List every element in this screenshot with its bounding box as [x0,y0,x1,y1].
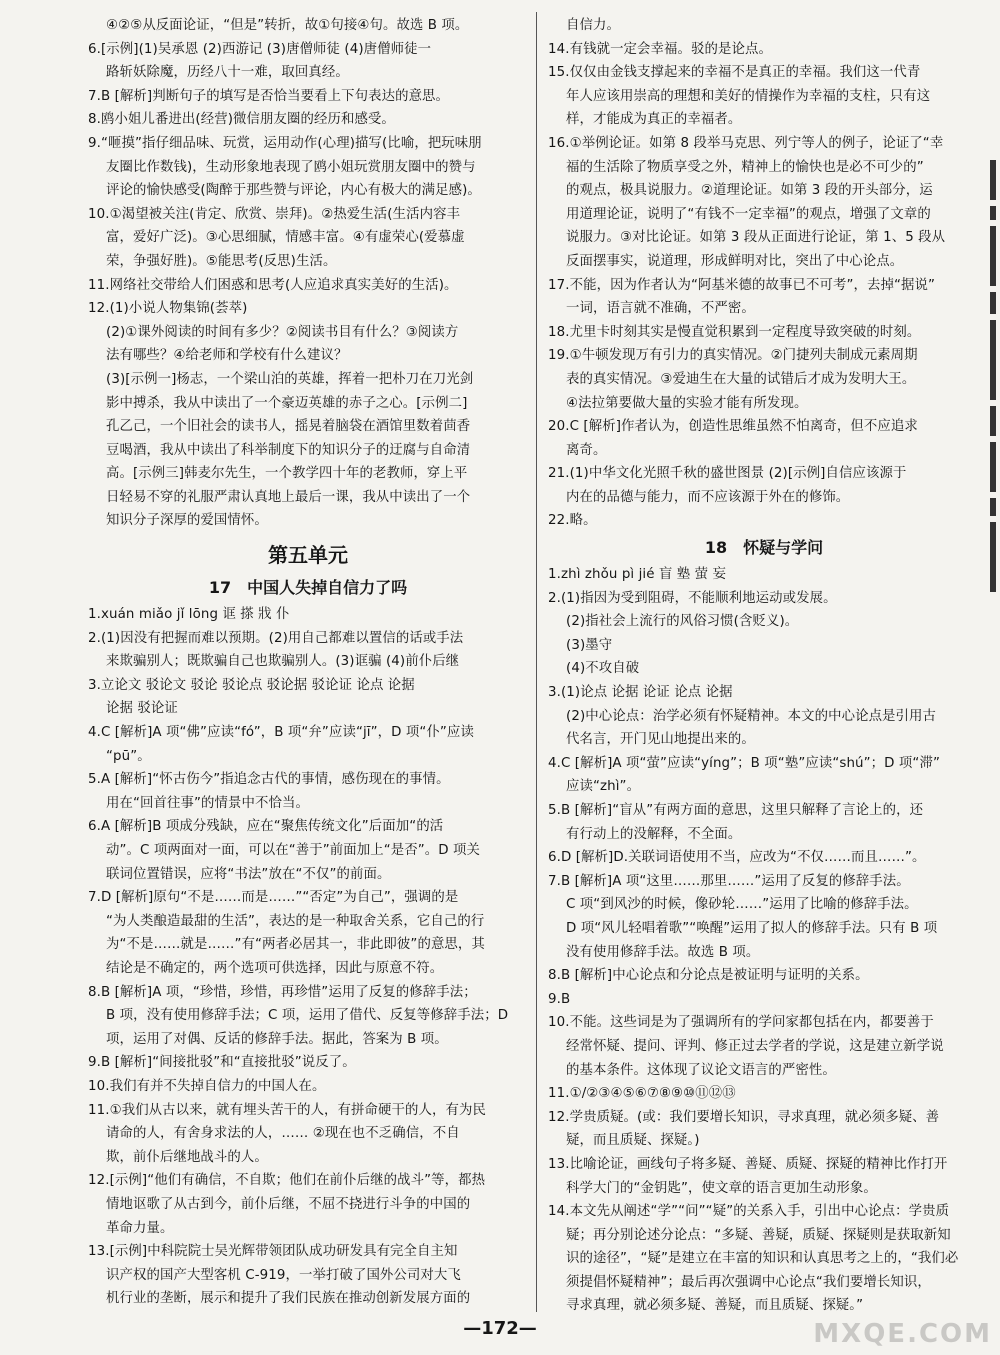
answer-line: 情地讴歌了从古到今，前仆后继，不屈不挠进行斗争的中国的 [106,1196,471,1212]
answer-line: ④法拉第要做大量的实验才能有所发现。 [566,395,808,411]
answer-line: 17.不能，因为作者认为“阿基米德的故事已不可考”，去掉“据说” [548,277,936,293]
answer-line: 7.D [解析]原句“不是……而是……”“否定”为自己”，强调的是 [88,890,459,906]
answer-line: 识的途径”，“疑”是建立在丰富的知识和认真思考之上的，“我们必 [566,1251,959,1267]
answer-line: (4)不攻自破 [566,661,640,677]
answer-line: 福的生活除了物质享受之外，精神上的愉快也是必不可少的” [566,159,924,175]
answer-line: 12.[示例]“他们有确信，不自欺；他们在前仆后继的战斗”等，都热 [88,1173,486,1189]
answer-line: B 项，没有使用修辞手法；C 项，运用了借代、反复等修辞手法；D [106,1008,509,1024]
answer-line: 12.学贵质疑。(或：我们要增长知识，寻求真理，就必须多疑、善 [548,1109,940,1125]
answer-line: 样，才能成为真正的幸福者。 [566,112,742,128]
answer-line: (2)①课外阅读的时间有多少？②阅读书目有什么？③阅读方 [106,324,459,340]
answer-line: 4.C [解析]A 项“萤”应读“yíng”；B 项“塾”应读“shú”；D 项“滞” [548,755,940,771]
answer-line: 反面摆事实，说道理，形成鲜明对比，突出了中心论点。 [566,253,904,269]
answer-line: C 项“到风沙的时候，像砂轮……”运用了比喻的修辞手法。 [566,897,918,913]
answer-line: 8.B [解析]A 项，“珍惜，珍惜，再珍惜”运用了反复的修辞手法； [88,984,477,1000]
answer-line: (3)墨守 [566,637,613,653]
answer-line: 动”。C 项两面对一面，可以在“善于”前面加上“是否”。D 项关 [106,843,481,858]
answer-line: 的基本条件。这体现了议论文语言的严密性。 [566,1062,836,1078]
answer-line: 一词，语言就不准确，不严密。 [566,301,755,317]
answer-line: 知识分子深厚的爱国情怀。 [106,513,268,529]
answer-line: 9.B [548,991,571,1007]
answer-line: 结论是不确定的，两个选项可供选择，因此与原意不符。 [106,960,444,976]
answer-line: 为“不是……就是……”有“两者必居其一，非此即彼”的意思，其 [106,937,485,953]
answer-line: 友圈比作数钱)，生动形象地表现了鸥小姐玩赏朋友圈中的赞与 [106,159,476,175]
answer-line: (2)中心论点：治学必须有怀疑精神。本文的中心论点是引用古 [566,708,937,724]
answer-line: 须提倡怀疑精神”；最后再次强调中心论点“我们要增长知识， [566,1274,931,1290]
answer-line: 表的真实情况。③爱迪生在大量的试错后才成为发明大王。 [566,371,916,387]
answer-line: 请命的人，有舍身求法的人，…… ②现在也不乏确信，不自 [106,1126,460,1142]
answer-line: 机行业的垄断，展示和提升了我们民族在推动创新发展方面的 [106,1291,471,1307]
right-column [548,14,980,1318]
answer-line: 19.①牛顿发现万有引力的真实情况。②门捷列夫制成元素周期 [548,348,918,364]
answer-line: 的观点，极具说服力。②道理论证。如第 3 段的开头部分，运 [566,183,933,199]
answer-line: 应读“zhì”。 [566,779,641,795]
answer-line: 日轻易不穿的礼服严肃认真地上最后一课，我从中读出了一个 [106,489,471,505]
page-edge-marks [984,160,1000,1060]
answer-line: 自信力。 [566,18,620,33]
answer-line: 欺，前仆后继地战斗的人。 [106,1149,268,1165]
lesson-heading: 17 中国人失掉自信力了吗 [208,578,408,598]
answer-line: 年人应该用崇高的理想和美好的情操作为幸福的支柱，只有这 [566,88,931,104]
answer-line: 10.①渴望被关注(肯定、欣赏、崇拜)。②热爱生活(生活内容丰 [88,206,461,222]
answer-line: 1.xuán miǎo jǐ lōng 诓 搽 戕 仆 [88,607,290,623]
column-divider [536,12,537,1312]
answer-line: 18.尤里卡时刻其实是慢直觉积累到一定程度导致突破的时刻。 [548,324,921,340]
page-number: —172— [463,1318,537,1339]
answer-line: 路斩妖除魔，历经八十一难，取回真经。 [106,65,349,81]
answer-line: 2.(1)指因为受到阻碍，不能顺利地运动或发展。 [548,590,837,606]
answer-line: 8.B [解析]中心论点和分论点是被证明与证明的关系。 [548,968,869,984]
answer-line: 评论的愉快感受(陶醉于那些赞与评论，内心有极大的满足感)。 [106,183,481,199]
answer-line: 寻求真理，就必须多疑、善疑，而且质疑、探疑。” [566,1298,864,1314]
answer-line: 没有使用修辞手法。故选 B 项。 [566,944,760,960]
answer-line: 10.我们有并不失掉自信力的中国人在。 [88,1078,326,1094]
answer-line: 5.B [解析]“盲从”有两方面的意思，这里只解释了言论上的，还 [548,803,924,818]
answer-line: 9.B [解析]“间接批驳”和“直接批驳”说反了。 [88,1055,356,1071]
answer-line: 3.立论文 驳论文 驳论 驳论点 驳论据 驳论证 论点 论据 [88,677,415,693]
answer-line: 13.[示例]中科院院士吴光辉带领团队成功研发具有完全自主知 [88,1244,458,1260]
answer-line: 12.(1)小说人物集锦(荟萃) [88,301,248,317]
answer-line: 说服力。③对比论证。如第 3 段从正面进行论证，第 1、5 段从 [566,230,946,246]
answer-line: 疑，而且质疑、探疑。) [566,1133,700,1149]
answer-line: 用道理论证，说明了“有钱不一定幸福”的观点，增强了文章的 [566,206,931,222]
answer-line: 8.鸥小姐儿番进出(经营)微信朋友圈的经历和感受。 [88,112,395,128]
answer-line: 13.比喻论证，画线句子将多疑、善疑、质疑、探疑的精神比作打开 [548,1156,948,1172]
answer-line: 6.A [解析]B 项成分残缺，应在“聚焦传统文化”后面加“的活 [88,819,444,835]
answer-line: 7.B [解析]判断句子的填写是否恰当要看上下句表达的意思。 [88,88,450,104]
answer-line: 6.D [解析]D.关联词语使用不当，应改为“不仅……而且……”。 [548,850,926,866]
answer-line: 来欺骗别人；既欺骗自己也欺骗别人。(3)诓骗 (4)前仆后继 [106,654,460,670]
answer-line: 荣，争强好胜)。⑤能思考(反思)生活。 [106,253,337,269]
answer-line: “pū”。 [106,748,151,764]
answer-line: 科学大门的“金钥匙”，使文章的语言更加生动形象。 [566,1180,877,1196]
answer-line: 14.有钱就一定会幸福。驳的是论点。 [548,41,772,57]
answer-line: “为人类酿造最甜的生活”，表达的是一种取舍关系，它自己的行 [106,913,485,929]
answer-line: 孔乙己，一个旧社会的读书人，摇晃着脑袋在酒馆里数着茴香 [106,419,471,435]
answer-line: 14.本文先从阐述“学”“问”“疑”的关系入手，引出中心论点：学贵质 [548,1204,950,1220]
unit-heading: 第五单元 [268,543,348,568]
answer-line: 富，爱好广泛)。③心思细腻，情感丰富。④有虚荣心(爱慕虚 [106,230,465,246]
answer-line: D 项“风儿轻唱着歌”“唤醒”运用了拟人的修辞手法。只有 B 项 [566,920,938,936]
answer-line: 革命力量。 [106,1220,174,1236]
answer-line: ④②⑤从反面论证，“但是”转折，故①句接④句。故选 B 项。 [106,18,469,33]
answer-line: 10.不能。这些词是为了强调所有的学问家都包括在内，都要善于 [548,1015,934,1031]
answer-line: 豆喝酒，我从中读出了科举制度下的知识分子的迂腐与自命清 [106,442,471,458]
answer-line: 11.网络社交带给人们困惑和思考(人应追求真实美好的生活)。 [88,277,458,293]
answer-line: 经常怀疑、提问、评判、修正过去学者的学说，这是建立新学说 [566,1038,944,1054]
answer-line: 9.“咂摸”指仔细品味、玩赏，运用动作(心理)描写(比喻，把玩味朋 [88,135,482,151]
answer-line: 1.zhì zhǒu pì jié 盲 塾 萤 妄 [548,567,726,583]
answer-line: 22.略。 [548,513,597,529]
answer-line: 11.①我们从古以来，就有埋头苦干的人，有拼命硬干的人，有为民 [88,1102,486,1118]
answer-line: 4.C [解析]A 项“佛”应读“fó”，B 项“弁”应读“jī”，D 项“仆”应读 [88,725,474,741]
answer-line: 16.①举例论证。如第 8 段举马克思、列宁等人的例子，论证了“幸 [548,135,944,151]
answer-line: (3)[示例一]杨志，一个梁山泊的英雄，挥着一把朴刀在刀光剑 [106,371,474,387]
answer-line: 2.(1)因没有把握而难以预期。(2)用自己都难以置信的话或手法 [88,630,464,646]
answer-line: 识产权的国产大型客机 C-919，一举打破了国外公司对大飞 [106,1267,461,1283]
answer-line: 15.仅仅由金钱支撑起来的幸福不是真正的幸福。我们这一代青 [548,65,921,81]
watermark-logo: MXQE.COM [813,1319,992,1349]
answer-line: (2)指社会上流行的风俗习惯(含贬义)。 [566,614,799,630]
answer-line: 6.[示例](1)吴承恩 (2)西游记 (3)唐僧师徒 (4)唐僧师徒一 [88,41,432,57]
answer-line: 法有哪些？④给老师和学校有什么建议？ [106,348,348,364]
answer-line: 内在的品德与能力，而不应该源于外在的修饰。 [566,489,850,505]
lesson-heading: 18 怀疑与学问 [704,538,824,558]
answer-line: 11.①/②③④⑤⑥⑦⑧⑨⑩⑪⑫⑬ [548,1086,736,1102]
answer-line: 3.(1)论点 论据 论证 论点 论据 [548,685,733,701]
left-column [88,14,528,1311]
answer-line: 离奇。 [566,442,607,458]
answer-line: 论据 驳论证 [106,701,178,717]
answer-line: 用在“回首往事”的情景中不恰当。 [106,795,309,811]
answer-line: 联词位置错误，应将“书法”放在“不仅”的前面。 [106,866,391,882]
answer-line: 20.C [解析]作者认为，创造性思维虽然不怕离奇，但不应追求 [548,419,918,435]
answer-line: 项，运用了对偶、反话的修辞手法。据此，答案为 B 项。 [106,1031,448,1047]
answer-line: 7.B [解析]A 项“这里……那里……”运用了反复的修辞手法。 [548,873,910,889]
answer-line: 疑；再分别论述分论点：“多疑、善疑，质疑、探疑则是获取新知 [566,1227,951,1243]
answer-line: 21.(1)中华文化光照千秋的盛世图景 (2)[示例]自信应该源于 [548,466,907,482]
answer-line: 5.A [解析]“怀古伤今”指追念古代的事情，感伤现在的事情。 [88,772,450,788]
answer-line: 影中搏杀，我从中读出了一个豪迈英雄的赤子之心。[示例二] [106,395,468,411]
answer-line: 代名言，开门见山地提出来的。 [566,732,755,748]
answer-line: 有行动上的没解释，不全面。 [566,826,742,842]
answer-line: 高。[示例三]韩麦尔先生，一个教学四十年的老教师，穿上平 [106,466,468,482]
